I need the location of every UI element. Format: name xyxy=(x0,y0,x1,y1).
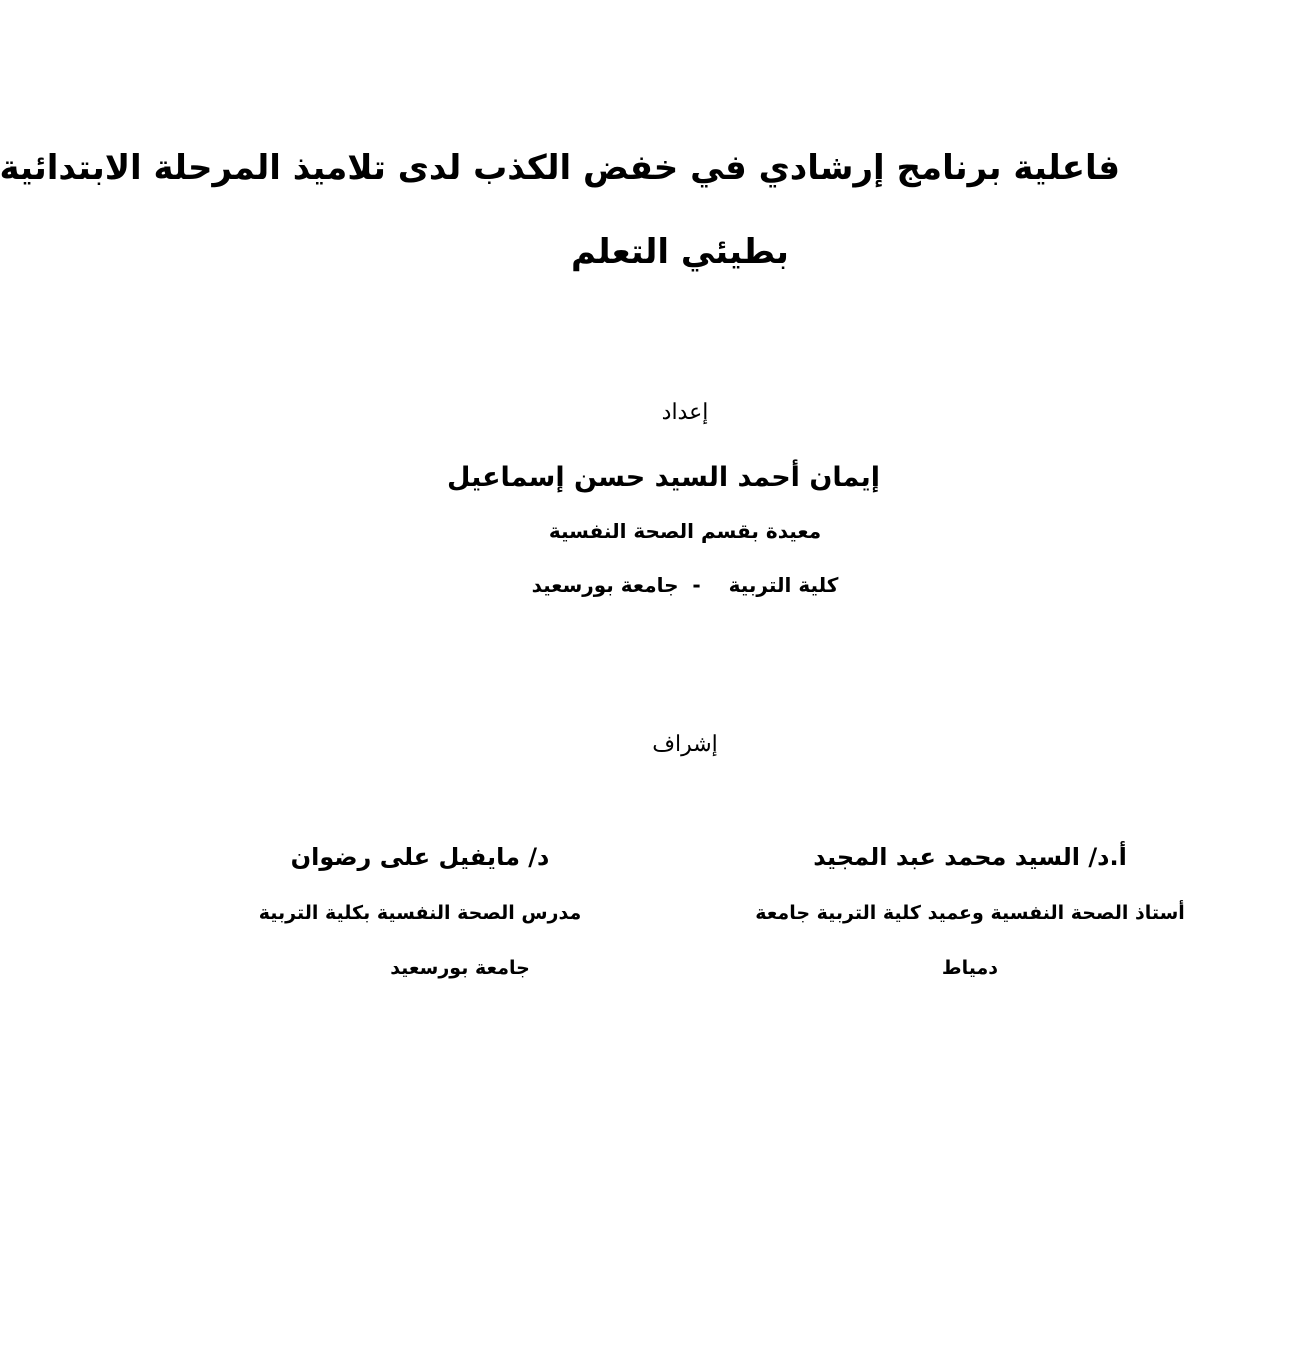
author-role: معيدة بقسم الصحة النفسية xyxy=(548,519,822,543)
supervisor-2-affiliation: جامعة بورسعيد xyxy=(390,957,530,979)
thesis-title-line-2: بطيئي التعلم xyxy=(571,232,789,272)
thesis-title-line-1: فاعلية برنامج إرشادي في خفض الكذب لدى تلاميذ المرحلة الابتدائية xyxy=(0,148,1120,188)
supervisor-1-title: أستاذ الصحة النفسية وعميد كلية التربية جامعة xyxy=(755,902,1185,924)
author-affiliation: كلية التربية - جامعة بورسعيد xyxy=(531,573,839,597)
supervision-label: إشراف xyxy=(652,732,718,757)
prepared-by-label: إعداد xyxy=(661,400,709,425)
author-name: إيمان أحمد السيد حسن إسماعيل xyxy=(446,462,880,493)
supervisor-1-name: أ.د/ السيد محمد عبد المجيد xyxy=(813,843,1127,871)
supervisor-2-title: مدرس الصحة النفسية بكلية التربية xyxy=(258,902,582,924)
supervisor-1-title-cont: دمياط xyxy=(941,957,999,979)
supervisor-2-name: د/ مايفيل على رضوان xyxy=(290,843,550,871)
